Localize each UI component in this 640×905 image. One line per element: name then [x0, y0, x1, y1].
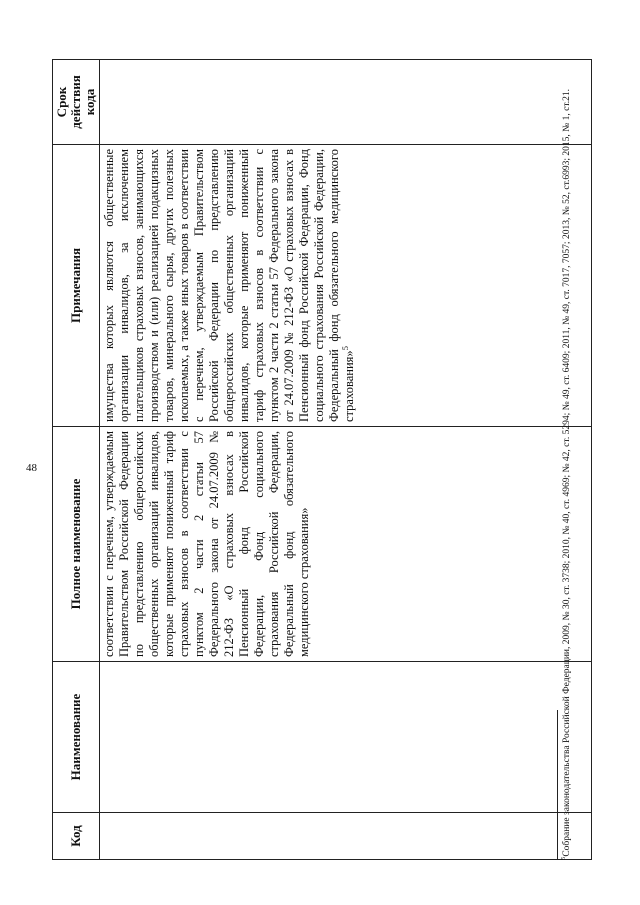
cell-full-name: соответствии с перечнем, утверждаемым Правительством Российской Федерации по представлению общероссийских общественных организаций инвалидов, которые применяют пониженный тариф страховых взносов в соответствии с пунктом 2 части 2 статьи 57 Федерального закона от 24.07.2009 № 212-ФЗ «О страховых взносах в Пенсионный фонд Российской Федерации, Фонд социального страхования Российской Федерации, Федеральный фонд обязательного медицинского страхования» — [100, 427, 592, 662]
footnote-marker: 5 — [559, 856, 567, 860]
cell-notes — [100, 145, 592, 427]
footnote — [561, 60, 574, 860]
table-row — [100, 60, 592, 860]
notes-text: имущества которых являются общественные организации инвалидов, за исключением плательщиков страховых взносов, занимающихся производством и (или) реализацией подакцизных товаров, минерального сырья, других полезных ископаемых, а также иных товаров в соответствии с перечнем, утверждаемым Правительством Российской Федерации по представлению общероссийских общественных организаций инвалидов, которые применяют пониженный тариф страховых взносов в соответствии с пунктом 2 части 2 статьи 57 Федерального закона от 24.07.2009 № 212-ФЗ «О страховых взносах в Пенсионный фонд Российской Федерации, Фонд социального страхования Российской Федерации, Федеральный фонд обязательного медицинского страхования» — [102, 149, 356, 422]
cell-name — [100, 662, 592, 813]
header-full-name: Полное наименование — [53, 427, 100, 662]
footnote-divider — [557, 710, 558, 860]
header-notes: Примечания — [53, 145, 100, 427]
header-code: Код — [53, 813, 100, 860]
cell-code — [100, 813, 592, 860]
page-number: 48 — [26, 462, 37, 474]
cell-validity — [100, 60, 592, 145]
rotated-page-content — [52, 60, 587, 860]
footnote-ref: 5 — [339, 345, 350, 351]
footnote-text: Собрание законодательства Российской Федерации, 2009, № 30, ст. 3738; 2010, № 40, ст. 4969; № 42, ст. 5294; № 49, ст. 6409; 2011, № 49, ст. 7017, 7057; 2013, № 52, ст.6993; 2015, № 1, ст.21. — [562, 88, 572, 857]
classifier-table — [52, 59, 592, 860]
header-validity: Срок действия кода — [53, 60, 100, 145]
header-name: Наименование — [53, 662, 100, 813]
table-header-row — [53, 60, 100, 860]
